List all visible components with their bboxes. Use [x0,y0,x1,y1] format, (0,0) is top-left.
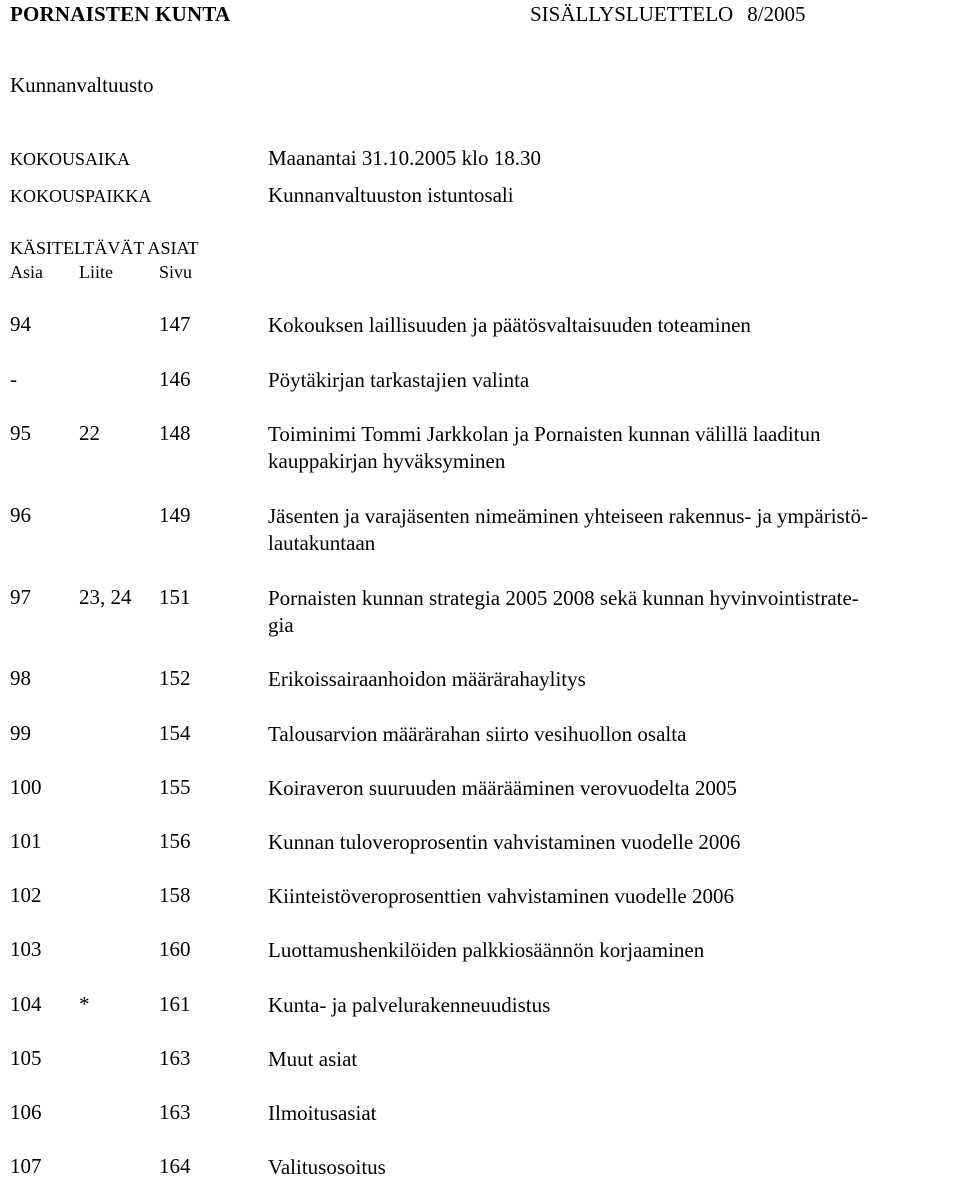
agenda-item-page: 155 [159,775,191,799]
agenda-item-page: 148 [159,421,191,445]
agenda-item-number: 100 [10,775,42,799]
agenda-item-title [268,312,948,339]
meeting-place-value: Kunnanvaltuuston istuntosali [268,183,514,207]
agenda-item-number: 95 [10,421,31,445]
agenda-item-number: 101 [10,829,42,853]
agenda-item-number: 98 [10,666,31,690]
agenda-heading: KÄSITELTÄVÄT ASIAT [10,238,199,258]
agenda-item-title-line: Koiraveron suuruuden määrääminen verovuodelta 2005 [268,776,737,800]
agenda-item-title-line: Jäsenten ja varajäsenten nimeäminen yhteiseen rakennus- ja ympäristö- [268,504,869,528]
agenda-item-page: 151 [159,585,191,609]
agenda-item-title-line: Pöytäkirjan tarkastajien valinta [268,368,530,392]
agenda-item-number: - [10,367,17,391]
agenda-item-title-line: Talousarvion määrärahan siirto vesihuollon osalta [268,722,687,746]
agenda-item-page: 152 [159,666,191,690]
agenda-item-title-line: gia [268,613,294,637]
agenda-item-title [268,1154,948,1181]
column-header-asia: Asia [10,262,43,282]
agenda-item-title [268,421,948,475]
municipality-name: PORNAISTEN KUNTA [10,2,231,26]
agenda-item-title [268,1046,948,1073]
column-header-liite: Liite [79,262,113,282]
meeting-time-label: KOKOUSAIKA [10,149,130,169]
agenda-item-number: 107 [10,1154,42,1178]
agenda-item-number: 96 [10,503,31,527]
agenda-item-title [268,367,948,394]
agenda-item-title [268,937,948,964]
agenda-item-attachment: 22 [79,421,100,445]
agenda-item-title-line: Valitusosoitus [268,1155,386,1179]
agenda-item-title-line: Toiminimi Tommi Jarkkolan ja Pornaisten kunnan välillä laaditun [268,422,821,446]
agenda-item-page: 146 [159,367,191,391]
agenda-item-title [268,721,948,748]
agenda-item-page: 161 [159,992,191,1016]
agenda-item-number: 105 [10,1046,42,1070]
document-header-right [530,2,806,27]
agenda-item-number: 97 [10,585,31,609]
agenda-item-page: 164 [159,1154,191,1178]
agenda-item-number: 104 [10,992,42,1016]
agenda-item-title [268,992,948,1019]
column-header-sivu: Sivu [159,262,193,282]
agenda-item-title-line: Erikoissairaanhoidon määrärahaylitys [268,667,586,691]
agenda-item-page: 163 [159,1100,191,1124]
council-body: Kunnanvaltuusto [10,73,154,97]
agenda-item-title [268,829,948,856]
agenda-item-attachment: 23, 24 [79,585,132,609]
agenda-item-number: 94 [10,312,31,336]
agenda-item-page: 158 [159,883,191,907]
agenda-item-page: 154 [159,721,191,745]
agenda-item-page: 147 [159,312,191,336]
meeting-time-value: Maanantai 31.10.2005 klo 18.30 [268,146,541,170]
agenda-item-title [268,503,948,557]
agenda-item-title-line: kauppakirjan hyväksyminen [268,449,506,473]
agenda-item-attachment: * [79,992,90,1016]
agenda-item-number: 106 [10,1100,42,1124]
agenda-item-page: 156 [159,829,191,853]
agenda-item-title [268,666,948,693]
agenda-item-title-line: Kiinteistöveroprosenttien vahvistaminen vuodelle 2006 [268,884,734,908]
agenda-item-page: 160 [159,937,191,961]
agenda-item-title-line: Kokouksen laillisuuden ja päätösvaltaisuuden toteaminen [268,313,751,337]
agenda-item-page: 163 [159,1046,191,1070]
agenda-item-title [268,883,948,910]
agenda-item-title [268,585,948,639]
agenda-item-title-line: Pornaisten kunnan strategia 2005 2008 sekä kunnan hyvinvointistrate- [268,586,859,610]
agenda-item-title [268,1100,948,1127]
agenda-item-title-line: Luottamushenkilöiden palkkiosäännön korjaaminen [268,938,705,962]
agenda-item-title-line: Ilmoitusasiat [268,1101,377,1125]
agenda-item-number: 102 [10,883,42,907]
agenda-item-title-line: lautakuntaan [268,531,376,555]
agenda-item-number: 99 [10,721,31,745]
agenda-item-title-line: Kunnan tuloveroprosentin vahvistaminen vuodelle 2006 [268,830,741,854]
meeting-place-label: KOKOUSPAIKKA [10,186,152,206]
agenda-item-title-line: Muut asiat [268,1047,358,1071]
document-type: SISÄLLYSLUETTELO [530,2,734,26]
document-number: 8/2005 [747,2,806,26]
agenda-item-page: 149 [159,503,191,527]
agenda-item-number: 103 [10,937,42,961]
agenda-item-title [268,775,948,802]
agenda-item-title-line: Kunta- ja palvelurakenneuudistus [268,993,551,1017]
